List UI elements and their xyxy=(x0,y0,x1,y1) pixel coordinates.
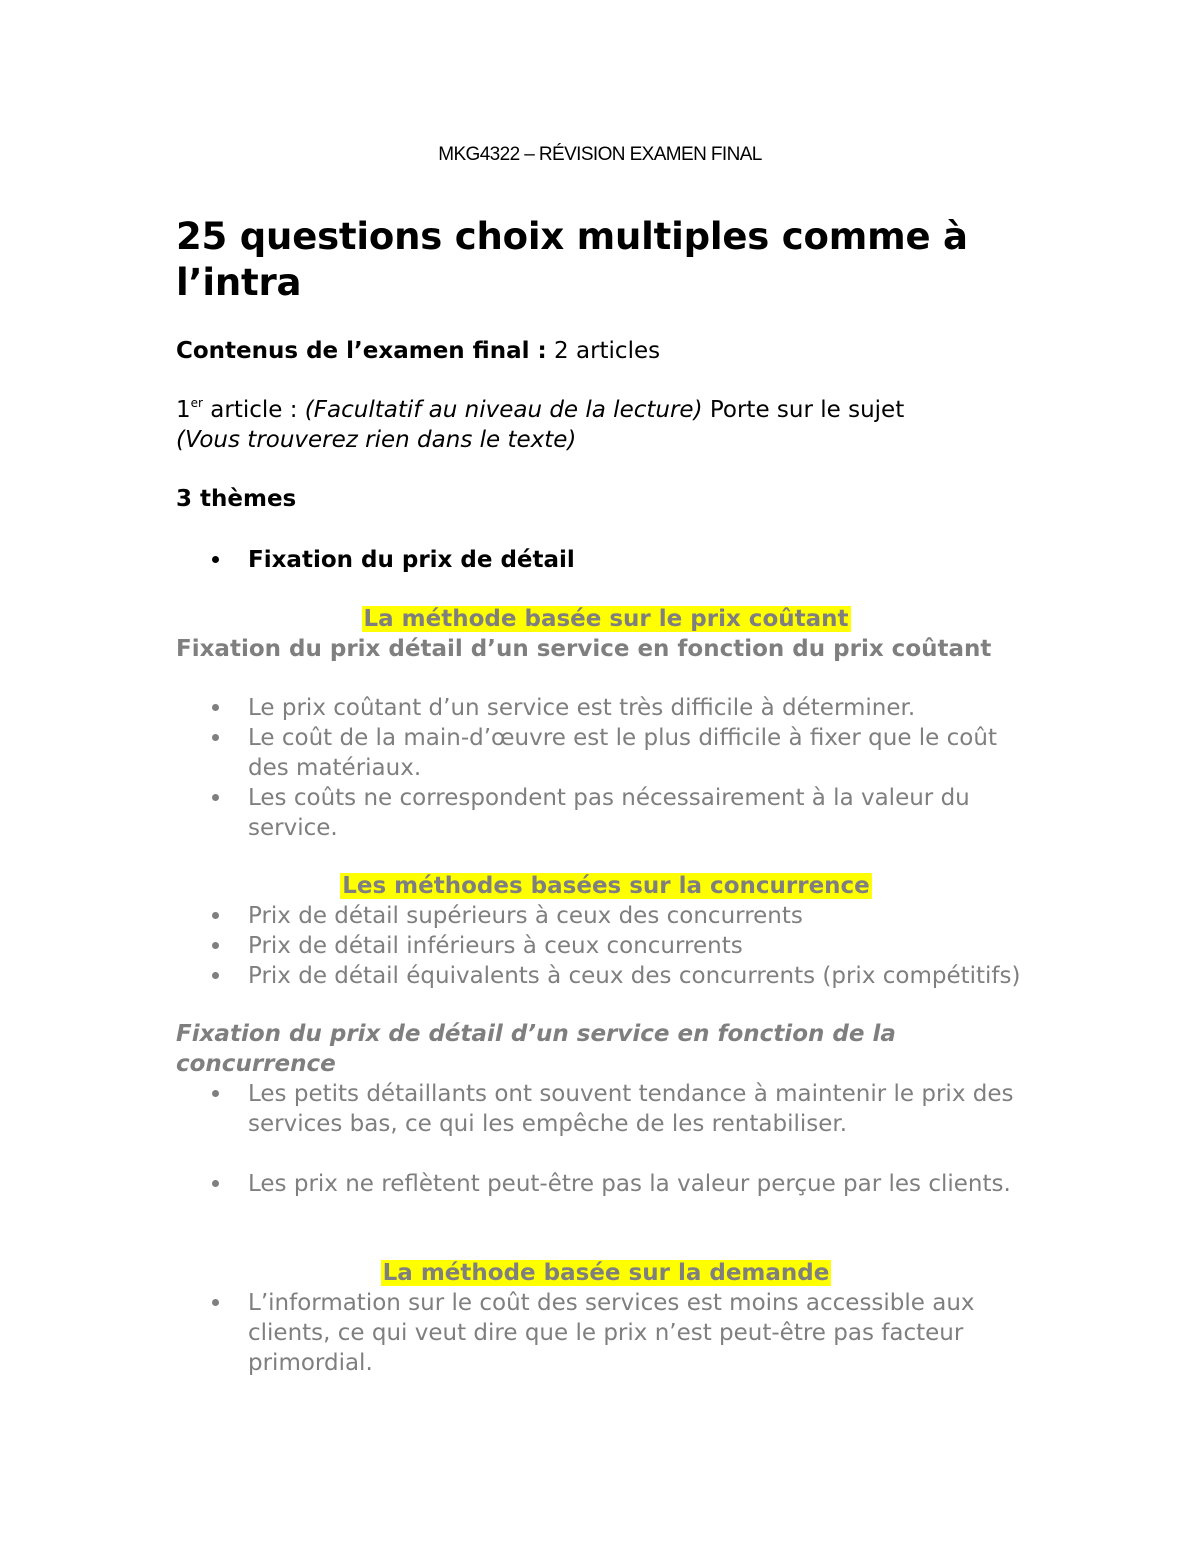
list-item: Le prix coûtant d’un service est très difficile à déterminer. xyxy=(248,695,916,721)
page-title: 25 questions choix multiples comme à l’intra xyxy=(176,215,968,304)
article1-optional-note: (Facultatif au niveau de la lecture) xyxy=(304,397,703,423)
section-3-heading xyxy=(176,1258,1036,1288)
contents-value: 2 articles xyxy=(546,338,661,364)
section-1-subhead: Fixation du prix détail d’un service en fonction du prix coûtant xyxy=(176,636,992,662)
list-item: Le coût de la main-d’œuvre est le plus difficile à fixer que le coût des matériaux. xyxy=(248,725,997,781)
bullet-icon xyxy=(212,1090,219,1097)
list-item: Les petits détaillants ont souvent tendance à maintenir le prix des services bas, ce qui les empêche de les rentabiliser. xyxy=(248,1081,1014,1137)
bullet-icon xyxy=(212,556,219,563)
article1-note: (Vous trouverez rien dans le texte) xyxy=(176,427,577,453)
contents-line xyxy=(176,336,660,366)
section-2-subhead: Fixation du prix de détail d’un service en fonction de la concurrence xyxy=(176,1021,896,1077)
article1-number: 1 xyxy=(176,397,191,423)
bullet-icon xyxy=(212,794,219,801)
list-item: L’information sur le coût des services est moins accessible aux clients, ce qui veut dire que le prix n’est peut-être pas facteur primordial. xyxy=(248,1290,975,1376)
bullet-icon xyxy=(212,1180,219,1187)
section-1-heading xyxy=(176,604,1036,634)
list-item: Prix de détail inférieurs à ceux concurrents xyxy=(248,933,743,959)
bullet-icon xyxy=(212,734,219,741)
list-item: Prix de détail équivalents à ceux des concurrents (prix compétitifs) xyxy=(248,963,1021,989)
bullet-icon xyxy=(212,912,219,919)
list-item: Les coûts ne correspondent pas nécessairement à la valeur du service. xyxy=(248,785,970,841)
section-2-heading xyxy=(176,871,1036,901)
list-item: Prix de détail supérieurs à ceux des concurrents xyxy=(248,903,803,929)
section-2-highlight: Les méthodes basées sur la concurrence xyxy=(342,873,870,899)
section-1-highlight: La méthode basée sur le prix coûtant xyxy=(363,606,849,632)
bullet-icon xyxy=(212,1299,219,1306)
bullet-icon xyxy=(212,942,219,949)
article1-subject: Porte sur le sujet xyxy=(702,397,905,423)
bullet-icon xyxy=(212,704,219,711)
bullet-icon xyxy=(212,972,219,979)
themes-heading: 3 thèmes xyxy=(176,486,297,512)
article1-superscript: er xyxy=(190,396,203,410)
section-3-highlight: La méthode basée sur la demande xyxy=(382,1260,830,1286)
article1-line xyxy=(176,395,904,425)
theme-1: Fixation du prix de détail xyxy=(248,547,575,573)
list-item: Les prix ne reflètent peut-être pas la valeur perçue par les clients. xyxy=(248,1171,1011,1197)
article1-label: article : xyxy=(202,397,305,423)
contents-label: Contenus de l’examen final : xyxy=(176,338,547,364)
document-header: MKG4322 – RÉVISION EXAMEN FINAL xyxy=(438,144,762,165)
